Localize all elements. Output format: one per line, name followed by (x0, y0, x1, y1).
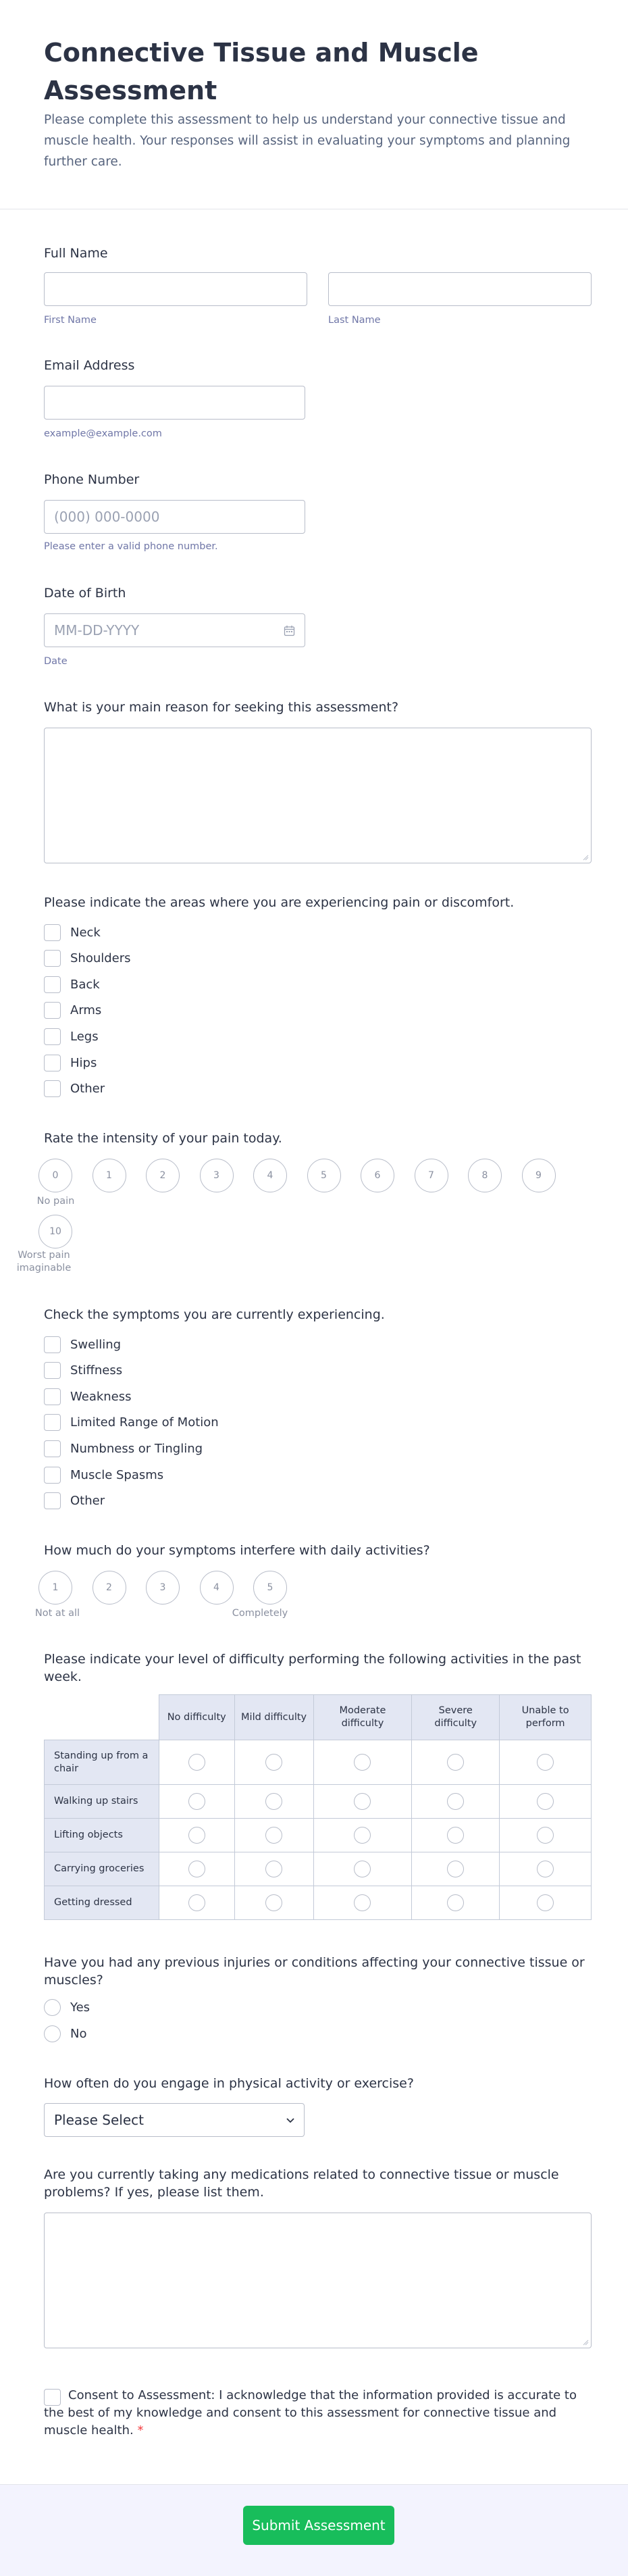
matrix-radio[interactable] (354, 1793, 371, 1810)
matrix-cell[interactable] (159, 1785, 234, 1819)
matrix-cell[interactable] (500, 1740, 592, 1785)
matrix-cell[interactable] (234, 1785, 313, 1819)
checkbox-label: Other (70, 1494, 105, 1509)
first-name-sublabel: First Name (44, 315, 97, 326)
scale-option-1[interactable]: 1 (93, 1159, 126, 1192)
checkbox[interactable] (44, 1440, 61, 1457)
matrix-radio[interactable] (537, 1861, 554, 1877)
matrix-row (45, 1852, 592, 1886)
activity-select[interactable] (44, 2103, 305, 2137)
checkbox-label: Limited Range of Motion (70, 1415, 219, 1430)
matrix-row-label: Standing up from a chair (45, 1740, 159, 1785)
checkbox[interactable] (44, 1055, 61, 1071)
matrix-cell[interactable] (412, 1819, 500, 1852)
email-input[interactable] (44, 386, 305, 420)
submit-button[interactable]: Submit Assessment (243, 2506, 394, 2545)
chevron-down-icon (285, 2115, 296, 2125)
phone-input[interactable]: (000) 000-0000 (44, 500, 305, 534)
first-name-input[interactable] (44, 272, 307, 306)
email-sublabel: example@example.com (44, 428, 162, 439)
matrix-cell[interactable] (500, 1886, 592, 1920)
matrix-radio[interactable] (537, 1793, 554, 1810)
checkbox[interactable] (44, 1414, 61, 1431)
no-radio[interactable] (44, 2025, 61, 2042)
form-header (0, 0, 628, 209)
checkbox-option[interactable] (44, 1028, 99, 1045)
yes-label: Yes (70, 2000, 90, 2015)
matrix-radio[interactable] (265, 1861, 282, 1877)
matrix-radio[interactable] (447, 1894, 464, 1911)
scale-option-4[interactable]: 4 (253, 1159, 287, 1192)
matrix-column-header: Unable to perform (500, 1695, 592, 1740)
symptoms-label: Check the symptoms you are currently experiencing. (44, 1307, 385, 1322)
matrix-row-label: Carrying groceries (45, 1852, 159, 1886)
calendar-icon[interactable] (284, 625, 295, 636)
checkbox-label: Shoulders (70, 951, 131, 966)
checkbox[interactable] (44, 1080, 61, 1097)
checkbox-label: Muscle Spasms (70, 1467, 164, 1482)
scale-option-10[interactable]: 10 (38, 1215, 72, 1248)
matrix-cell[interactable] (159, 1852, 234, 1886)
matrix-row (45, 1886, 592, 1920)
matrix-radio[interactable] (265, 1827, 282, 1844)
matrix-cell[interactable] (159, 1740, 234, 1785)
scale-option-3[interactable]: 3 (146, 1571, 180, 1605)
checkbox-label: Other (70, 1082, 105, 1096)
matrix-column-header: Moderate difficulty (313, 1695, 412, 1740)
dob-input[interactable] (44, 613, 305, 647)
consent-text: Consent to Assessment: I acknowledge that the information provided is accurate to the best of my knowledge and consent to this assessment for connective tissue and muscle health. (44, 2388, 577, 2438)
scale-option-2[interactable]: 2 (146, 1159, 180, 1192)
full-name-label: Full Name (44, 246, 108, 261)
phone-sublabel: Please enter a valid phone number. (44, 541, 218, 552)
matrix-radio[interactable] (447, 1861, 464, 1877)
pain-high-caption: Worst pain imaginable (16, 1250, 72, 1273)
matrix-column-header: Severe difficulty (412, 1695, 500, 1740)
checkbox[interactable] (44, 950, 61, 967)
reason-textarea[interactable] (44, 728, 592, 863)
matrix-radio[interactable] (265, 1754, 282, 1771)
matrix-corner (45, 1695, 159, 1740)
matrix-cell[interactable] (234, 1852, 313, 1886)
checkbox[interactable] (44, 976, 61, 993)
consent-text-block (44, 2387, 577, 2440)
matrix-row-label: Walking up stairs (45, 1785, 159, 1819)
matrix-radio[interactable] (188, 1894, 205, 1911)
matrix-radio[interactable] (447, 1827, 464, 1844)
matrix-row (45, 1785, 592, 1819)
phone-label: Phone Number (44, 472, 140, 487)
checkbox-label: Swelling (70, 1337, 122, 1352)
checkbox[interactable] (44, 1388, 61, 1405)
medications-label: Are you currently taking any medications related to connective tissue or muscle problems? If yes, please list them. (44, 2167, 559, 2200)
dob-label: Date of Birth (44, 586, 126, 601)
checkbox-label: Stiffness (70, 1363, 123, 1378)
matrix-radio[interactable] (265, 1894, 282, 1911)
scale-option-5[interactable]: 5 (307, 1159, 341, 1192)
checkbox-option[interactable] (44, 1054, 97, 1071)
matrix-cell[interactable] (234, 1740, 313, 1785)
checkbox-option[interactable] (44, 1414, 219, 1432)
checkbox-label: Arms (70, 1003, 102, 1018)
matrix-cell[interactable] (412, 1886, 500, 1920)
checkbox[interactable] (44, 1002, 61, 1019)
dob-placeholder: MM-DD-YYYY (54, 622, 140, 638)
checkbox-option[interactable] (44, 1388, 132, 1405)
matrix-row (45, 1740, 592, 1785)
email-label: Email Address (44, 358, 135, 373)
last-name-input[interactable] (328, 272, 592, 306)
matrix-radio[interactable] (537, 1827, 554, 1844)
dob-sublabel: Date (44, 656, 68, 667)
checkbox-option[interactable] (44, 1080, 105, 1098)
pain-low-caption: No pain (36, 1196, 75, 1207)
scale-option-1[interactable]: 1 (38, 1571, 72, 1605)
checkbox[interactable] (44, 924, 61, 941)
resize-grip-icon[interactable] (582, 2339, 589, 2346)
matrix-cell[interactable] (412, 1852, 500, 1886)
checkbox[interactable] (44, 1467, 61, 1484)
matrix-cell[interactable] (234, 1819, 313, 1852)
scale-option-8[interactable]: 8 (468, 1159, 502, 1192)
matrix-row-label: Getting dressed (45, 1886, 159, 1920)
matrix-column-header: Mild difficulty (234, 1695, 313, 1740)
matrix-column-header: No difficulty (159, 1695, 234, 1740)
checkbox-label: Neck (70, 925, 101, 940)
interference-low-caption: Not at all (34, 1608, 80, 1619)
resize-grip-icon[interactable] (582, 854, 589, 861)
activity-selected-value: Please Select (54, 2112, 144, 2128)
scale-option-6[interactable]: 6 (361, 1159, 394, 1192)
matrix-cell[interactable] (500, 1852, 592, 1886)
last-name-sublabel: Last Name (328, 315, 381, 326)
form-title: Connective Tissue and Muscle Assessment (44, 38, 479, 105)
matrix-row (45, 1819, 592, 1852)
checkbox[interactable] (44, 1492, 61, 1509)
scale-option-3[interactable]: 3 (200, 1159, 234, 1192)
required-mark: * (137, 2423, 144, 2438)
matrix-cell[interactable] (412, 1785, 500, 1819)
checkbox-option[interactable] (44, 924, 101, 941)
matrix-radio[interactable] (188, 1793, 205, 1810)
reason-label: What is your main reason for seeking this assessment? (44, 700, 399, 715)
matrix-radio[interactable] (537, 1754, 554, 1771)
matrix-cell[interactable] (313, 1740, 412, 1785)
checkbox-label: Hips (70, 1055, 97, 1070)
matrix-cell[interactable] (159, 1819, 234, 1852)
checkbox[interactable] (44, 1028, 61, 1045)
prior-injuries-label: Have you had any previous injuries or conditions affecting your connective tissue or muscles? (44, 1955, 585, 1988)
scale-option-7[interactable]: 7 (415, 1159, 448, 1192)
matrix-row-label: Lifting objects (45, 1819, 159, 1852)
prior-injuries-yes[interactable] (44, 1999, 90, 2016)
checkbox-option[interactable] (44, 1440, 203, 1457)
scale-option-2[interactable]: 2 (93, 1571, 126, 1605)
matrix-cell[interactable] (313, 1852, 412, 1886)
matrix-cell[interactable] (500, 1785, 592, 1819)
checkbox-label: Legs (70, 1029, 99, 1044)
checkbox-option[interactable] (44, 1466, 163, 1484)
matrix-radio[interactable] (537, 1894, 554, 1911)
scale-option-9[interactable]: 9 (522, 1159, 556, 1192)
checkbox-option[interactable] (44, 976, 100, 993)
matrix-cell[interactable] (159, 1886, 234, 1920)
pain-areas-label: Please indicate the areas where you are experiencing pain or discomfort. (44, 895, 515, 910)
scale-option-5[interactable]: 5 (253, 1571, 287, 1605)
checkbox-option[interactable] (44, 1336, 121, 1353)
matrix-radio[interactable] (447, 1793, 464, 1810)
matrix-radio[interactable] (188, 1827, 205, 1844)
matrix-cell[interactable] (313, 1785, 412, 1819)
form-description: Please complete this assessment to help us understand your connective tissue and muscle health. Your responses will assist in evaluating your symptoms and planning further care. (44, 113, 571, 169)
checkbox[interactable] (44, 1362, 61, 1379)
pain-intensity-label: Rate the intensity of your pain today. (44, 1131, 282, 1146)
matrix-cell[interactable] (412, 1740, 500, 1785)
matrix-radio[interactable] (265, 1793, 282, 1810)
checkbox-option[interactable] (44, 950, 131, 967)
interference-label: How much do your symptoms interfere with daily activities? (44, 1543, 430, 1558)
medications-textarea[interactable] (44, 2213, 592, 2348)
matrix-radio[interactable] (354, 1754, 371, 1771)
no-label: No (70, 2027, 87, 2041)
matrix-radio[interactable] (447, 1754, 464, 1771)
checkbox-label: Weakness (70, 1389, 132, 1404)
matrix-radio[interactable] (188, 1861, 205, 1877)
yes-radio[interactable] (44, 1999, 61, 2016)
scale-option-4[interactable]: 4 (200, 1571, 234, 1605)
interference-high-caption: Completely (232, 1608, 288, 1619)
scale-option-0[interactable]: 0 (38, 1159, 72, 1192)
matrix-cell[interactable] (313, 1886, 412, 1920)
difficulty-label: Please indicate your level of difficulty performing the following activities in the past week. (44, 1652, 581, 1684)
matrix-radio[interactable] (354, 1894, 371, 1911)
checkbox-label: Numbness or Tingling (70, 1441, 203, 1456)
difficulty-matrix (44, 1694, 592, 1920)
matrix-cell[interactable] (234, 1886, 313, 1920)
matrix-radio[interactable] (354, 1827, 371, 1844)
prior-injuries-no[interactable] (44, 2025, 86, 2042)
checkbox-label: Back (70, 977, 100, 992)
matrix-radio[interactable] (354, 1861, 371, 1877)
matrix-cell[interactable] (313, 1819, 412, 1852)
matrix-radio[interactable] (188, 1754, 205, 1771)
checkbox-option[interactable] (44, 1002, 101, 1019)
matrix-cell[interactable] (500, 1819, 592, 1852)
checkbox-option[interactable] (44, 1492, 105, 1510)
checkbox[interactable] (44, 1336, 61, 1353)
activity-label: How often do you engage in physical activity or exercise? (44, 2076, 414, 2091)
checkbox-option[interactable] (44, 1362, 122, 1380)
